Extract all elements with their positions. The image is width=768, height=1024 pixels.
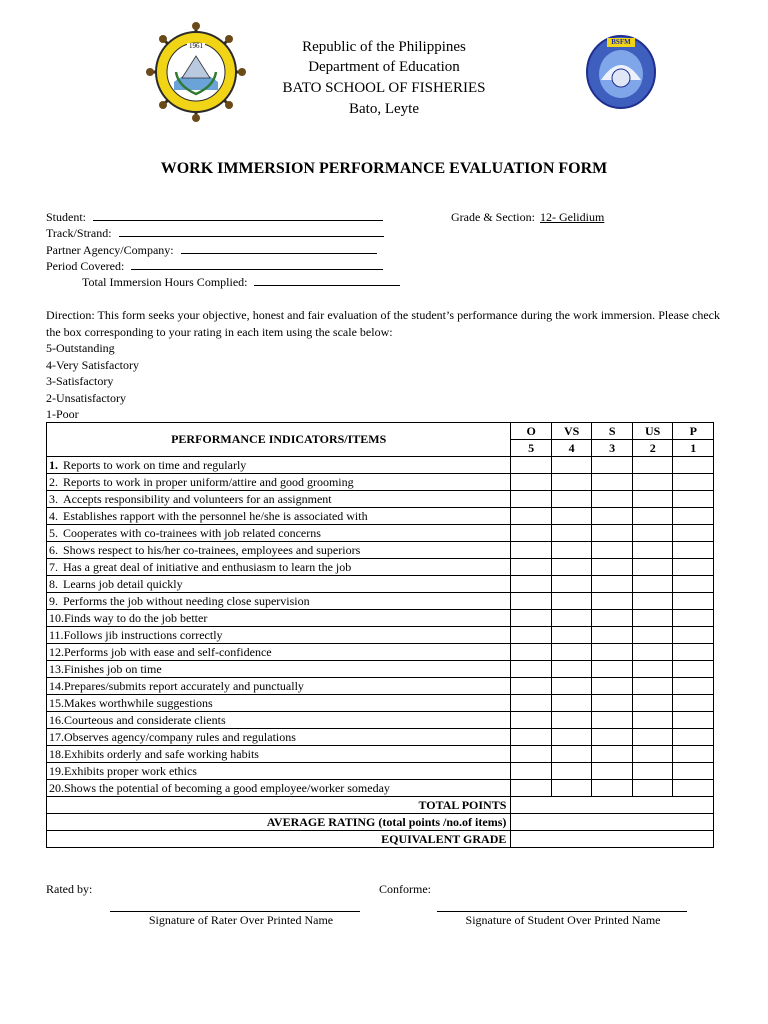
rating-checkbox-cell[interactable]	[592, 780, 632, 797]
rating-checkbox-cell[interactable]	[673, 474, 714, 491]
rating-value: 1	[673, 440, 714, 457]
rating-checkbox-cell[interactable]	[632, 542, 673, 559]
column-header-items: PERFORMANCE INDICATORS/ITEMS	[47, 423, 511, 457]
rating-checkbox-cell[interactable]	[551, 746, 592, 763]
item-text: Reports to work on time and regularly	[63, 457, 247, 472]
rating-checkbox-cell[interactable]	[632, 610, 673, 627]
item-text: Shows respect to his/her co-trainees, employees and superiors	[63, 542, 361, 557]
logo-text: BSFM	[611, 38, 631, 46]
rating-checkbox-cell[interactable]	[551, 780, 592, 797]
table-row	[47, 559, 714, 576]
table-row	[47, 610, 714, 627]
rating-checkbox-cell[interactable]	[511, 763, 551, 780]
item-text: Observes agency/company rules and regulations	[64, 729, 296, 744]
rating-checkbox-cell[interactable]	[632, 678, 673, 695]
total-points-row	[47, 797, 714, 814]
rating-checkbox-cell[interactable]	[632, 457, 673, 474]
table-row	[47, 627, 714, 644]
rating-code: O	[511, 423, 551, 440]
header-location: Bato, Leyte	[349, 101, 419, 117]
table-row	[47, 542, 714, 559]
form-title: WORK IMMERSION PERFORMANCE EVALUATION FORM	[160, 160, 608, 177]
rating-value: 4	[551, 440, 592, 457]
item-number: 8.	[49, 576, 58, 591]
item-number: 7.	[49, 559, 58, 574]
rating-checkbox-cell[interactable]	[592, 593, 632, 610]
item-cell	[47, 508, 511, 525]
rating-checkbox-cell[interactable]	[511, 712, 551, 729]
rating-checkbox-cell[interactable]	[632, 576, 673, 593]
item-cell	[47, 678, 511, 695]
item-text: Reports to work in proper uniform/attire and good grooming	[63, 474, 354, 489]
average-rating-label: AVERAGE RATING (total points /no.of items)	[47, 814, 511, 831]
evaluation-table	[46, 422, 714, 848]
rating-checkbox-cell[interactable]	[632, 695, 673, 712]
rating-checkbox-cell[interactable]	[592, 627, 632, 644]
table-row	[47, 474, 714, 491]
table-row	[47, 457, 714, 474]
rating-checkbox-cell[interactable]	[673, 525, 714, 542]
table-row	[47, 661, 714, 678]
rating-checkbox-cell[interactable]	[632, 644, 673, 661]
item-text: Has a great deal of initiative and enthusiasm to learn the job	[63, 559, 352, 574]
item-text: Courteous and considerate clients	[64, 712, 226, 727]
student-signature-line[interactable]	[437, 911, 687, 912]
rating-checkbox-cell[interactable]	[632, 474, 673, 491]
table-row	[47, 576, 714, 593]
scale-item: 4-Very Satisfactory	[46, 357, 139, 372]
rating-checkbox-cell[interactable]	[511, 678, 551, 695]
rating-checkbox-cell[interactable]	[673, 491, 714, 508]
table-row	[47, 763, 714, 780]
rating-checkbox-cell[interactable]	[511, 610, 551, 627]
field-hours-line[interactable]	[254, 274, 400, 286]
rating-value: 2	[632, 440, 673, 457]
item-cell	[47, 474, 511, 491]
rating-checkbox-cell[interactable]	[632, 491, 673, 508]
item-cell	[47, 661, 511, 678]
header-republic: Republic of the Philippines	[302, 39, 466, 55]
rater-signature-line[interactable]	[110, 911, 360, 912]
rating-checkbox-cell[interactable]	[511, 695, 551, 712]
field-track-label: Track/Strand:	[46, 226, 112, 240]
field-partner-label: Partner Agency/Company:	[46, 243, 174, 257]
rating-checkbox-cell[interactable]	[511, 559, 551, 576]
field-student-line[interactable]	[93, 209, 383, 221]
field-partner[interactable]	[46, 242, 377, 258]
rating-checkbox-cell[interactable]	[551, 763, 592, 780]
item-text: Shows the potential of becoming a good employee/worker someday	[64, 780, 390, 795]
item-text: Prepares/submits report accurately and punctually	[64, 678, 304, 693]
item-text: Learns job detail quickly	[63, 576, 183, 591]
item-text: Establishes rapport with the personnel he/she is associated with	[63, 508, 368, 523]
rating-checkbox-cell[interactable]	[511, 576, 551, 593]
rating-checkbox-cell[interactable]	[632, 627, 673, 644]
field-period-line[interactable]	[131, 258, 383, 270]
table-row	[47, 780, 714, 797]
rating-checkbox-cell[interactable]	[551, 559, 592, 576]
item-number: 13.	[49, 661, 64, 676]
rating-checkbox-cell[interactable]	[673, 763, 714, 780]
scale-list	[46, 340, 139, 423]
item-text: Follows jib instructions correctly	[63, 627, 223, 642]
rating-checkbox-cell[interactable]	[592, 610, 632, 627]
rating-checkbox-cell[interactable]	[551, 729, 592, 746]
rating-checkbox-cell[interactable]	[673, 695, 714, 712]
rating-code: VS	[551, 423, 592, 440]
student-signature-caption: Signature of Student Over Printed Name	[465, 913, 661, 927]
item-text: Finishes job on time	[64, 661, 162, 676]
equivalent-grade-row	[47, 831, 714, 848]
item-cell	[47, 627, 511, 644]
item-number: 10.	[49, 610, 64, 625]
rating-checkbox-cell[interactable]	[511, 729, 551, 746]
item-number: 4.	[49, 508, 58, 523]
rating-checkbox-cell[interactable]	[673, 610, 714, 627]
item-cell	[47, 712, 511, 729]
item-number: 3.	[49, 491, 58, 506]
rating-code: US	[632, 423, 673, 440]
rating-checkbox-cell[interactable]	[511, 542, 551, 559]
rating-checkbox-cell[interactable]	[632, 661, 673, 678]
field-partner-line[interactable]	[181, 242, 377, 254]
rating-code: S	[592, 423, 632, 440]
item-cell	[47, 559, 511, 576]
item-cell	[47, 780, 511, 797]
table-row	[47, 695, 714, 712]
item-cell	[47, 746, 511, 763]
rating-code: P	[673, 423, 714, 440]
rating-checkbox-cell[interactable]	[673, 559, 714, 576]
rating-checkbox-cell[interactable]	[592, 525, 632, 542]
rating-checkbox-cell[interactable]	[673, 746, 714, 763]
rating-checkbox-cell[interactable]	[551, 457, 592, 474]
rating-checkbox-cell[interactable]	[592, 474, 632, 491]
rating-checkbox-cell[interactable]	[632, 508, 673, 525]
rating-checkbox-cell[interactable]	[592, 491, 632, 508]
rating-checkbox-cell[interactable]	[511, 746, 551, 763]
field-student[interactable]	[46, 209, 383, 225]
item-cell	[47, 525, 511, 542]
rating-value: 3	[592, 440, 632, 457]
rating-checkbox-cell[interactable]	[632, 763, 673, 780]
rating-checkbox-cell[interactable]	[592, 678, 632, 695]
rating-checkbox-cell[interactable]	[673, 457, 714, 474]
rating-checkbox-cell[interactable]	[592, 729, 632, 746]
rating-checkbox-cell[interactable]	[511, 661, 551, 678]
table-row	[47, 644, 714, 661]
item-cell	[47, 542, 511, 559]
item-cell	[47, 729, 511, 746]
rater-signature-caption: Signature of Rater Over Printed Name	[148, 913, 334, 927]
rating-checkbox-cell[interactable]	[551, 491, 592, 508]
equivalent-grade-cell[interactable]	[511, 831, 714, 848]
rating-checkbox-cell[interactable]	[592, 508, 632, 525]
rating-checkbox-cell[interactable]	[632, 593, 673, 610]
rating-checkbox-cell[interactable]	[592, 695, 632, 712]
item-text: Cooperates with co-trainees with job related concerns	[63, 525, 321, 540]
rating-checkbox-cell[interactable]	[592, 661, 632, 678]
total-points-label: TOTAL POINTS	[47, 797, 511, 814]
item-cell	[47, 644, 511, 661]
rating-checkbox-cell[interactable]	[673, 508, 714, 525]
rating-checkbox-cell[interactable]	[673, 644, 714, 661]
rating-checkbox-cell[interactable]	[511, 491, 551, 508]
rating-checkbox-cell[interactable]	[592, 763, 632, 780]
rating-checkbox-cell[interactable]	[592, 542, 632, 559]
item-cell	[47, 610, 511, 627]
item-number: 16.	[49, 712, 64, 727]
rating-checkbox-cell[interactable]	[673, 593, 714, 610]
rating-checkbox-cell[interactable]	[632, 559, 673, 576]
scale-item: 1-Poor	[46, 407, 79, 421]
rating-checkbox-cell[interactable]	[673, 627, 714, 644]
table-row	[47, 678, 714, 695]
rating-checkbox-cell[interactable]	[511, 457, 551, 474]
rating-checkbox-cell[interactable]	[551, 678, 592, 695]
header-department: Department of Education	[308, 59, 460, 75]
table-header-row	[47, 423, 714, 440]
rating-checkbox-cell[interactable]	[592, 712, 632, 729]
field-period-label: Period Covered:	[46, 259, 125, 273]
rating-checkbox-cell[interactable]	[592, 576, 632, 593]
rating-checkbox-cell[interactable]	[511, 525, 551, 542]
rating-checkbox-cell[interactable]	[632, 729, 673, 746]
item-number: 5.	[49, 525, 58, 540]
item-number: 20.	[49, 780, 64, 795]
rated-by-label: Rated by:	[46, 882, 93, 896]
rating-checkbox-cell[interactable]	[551, 712, 592, 729]
rating-checkbox-cell[interactable]	[592, 559, 632, 576]
item-text: Exhibits orderly and safe working habits	[64, 746, 259, 761]
rating-checkbox-cell[interactable]	[551, 576, 592, 593]
rating-checkbox-cell[interactable]	[511, 593, 551, 610]
rating-checkbox-cell[interactable]	[511, 474, 551, 491]
table-row	[47, 729, 714, 746]
rating-checkbox-cell[interactable]	[551, 542, 592, 559]
seal-year: 1961	[189, 42, 203, 50]
rating-checkbox-cell[interactable]	[511, 780, 551, 797]
rating-checkbox-cell[interactable]	[551, 593, 592, 610]
scale-item: 5-Outstanding	[46, 341, 115, 355]
field-student-label: Student:	[46, 210, 87, 224]
rating-checkbox-cell[interactable]	[551, 610, 592, 627]
equivalent-grade-label: EQUIVALENT GRADE	[47, 831, 511, 848]
field-period[interactable]	[46, 258, 383, 274]
item-cell	[47, 491, 511, 508]
table-row	[47, 491, 714, 508]
rating-checkbox-cell[interactable]	[551, 525, 592, 542]
table-row	[47, 746, 714, 763]
field-track[interactable]	[46, 225, 384, 241]
rating-checkbox-cell[interactable]	[592, 746, 632, 763]
item-number: 18.	[49, 746, 64, 761]
rating-checkbox-cell[interactable]	[673, 542, 714, 559]
table-row	[47, 525, 714, 542]
rating-checkbox-cell[interactable]	[632, 746, 673, 763]
rating-checkbox-cell[interactable]	[592, 644, 632, 661]
table-row	[47, 593, 714, 610]
item-text: Makes worthwhile suggestions	[64, 695, 213, 710]
item-cell	[47, 763, 511, 780]
item-cell	[47, 695, 511, 712]
rating-checkbox-cell[interactable]	[673, 678, 714, 695]
item-text: Performs job with ease and self-confidence	[64, 644, 272, 659]
table-row	[47, 712, 714, 729]
item-number: 2.	[49, 474, 58, 489]
header-school: BATO SCHOOL OF FISHERIES	[282, 80, 486, 96]
rating-checkbox-cell[interactable]	[632, 525, 673, 542]
grade-section-value: 12- Gelidium	[539, 210, 605, 224]
conforme-label: Conforme:	[379, 882, 431, 896]
rating-checkbox-cell[interactable]	[551, 695, 592, 712]
direction-text: Direction: This form seeks your objective, honest and fair evaluation of the student’s performance during the work immersion. Please check the box corresponding to your rating in each item using the scale below:	[46, 308, 720, 339]
table-row	[47, 508, 714, 525]
rating-checkbox-cell[interactable]	[673, 780, 714, 797]
item-number: 6.	[49, 542, 58, 557]
item-number: 11.	[49, 627, 64, 642]
rating-checkbox-cell[interactable]	[551, 474, 592, 491]
item-number: 15.	[49, 695, 64, 710]
rating-checkbox-cell[interactable]	[673, 712, 714, 729]
item-number: 9.	[49, 593, 58, 608]
rating-value: 5	[511, 440, 551, 457]
rating-checkbox-cell[interactable]	[673, 661, 714, 678]
rating-checkbox-cell[interactable]	[511, 627, 551, 644]
rating-checkbox-cell[interactable]	[632, 780, 673, 797]
item-number: 19.	[49, 763, 64, 778]
rating-checkbox-cell[interactable]	[551, 627, 592, 644]
item-text: Finds way to do the job better	[64, 610, 208, 625]
scale-item: 2-Unsatisfactory	[46, 390, 126, 405]
rating-checkbox-cell[interactable]	[632, 712, 673, 729]
grade-section-label: Grade & Section:	[451, 210, 535, 224]
scale-item: 3-Satisfactory	[46, 374, 114, 388]
field-hours[interactable]	[82, 274, 400, 290]
item-text: Performs the job without needing close supervision	[63, 593, 310, 608]
field-hours-label: Total Immersion Hours Complied:	[82, 275, 248, 289]
rating-checkbox-cell[interactable]	[551, 644, 592, 661]
field-grade-section	[451, 209, 604, 225]
item-text: Exhibits proper work ethics	[64, 763, 197, 778]
item-number: 12.	[49, 644, 64, 659]
average-rating-row	[47, 814, 714, 831]
rating-checkbox-cell[interactable]	[673, 576, 714, 593]
average-rating-cell[interactable]	[511, 814, 714, 831]
field-track-line[interactable]	[119, 225, 384, 237]
rating-checkbox-cell[interactable]	[511, 644, 551, 661]
item-cell	[47, 593, 511, 610]
item-number: 17.	[49, 729, 64, 744]
item-cell	[47, 576, 511, 593]
rating-checkbox-cell[interactable]	[673, 729, 714, 746]
total-points-cell[interactable]	[511, 797, 714, 814]
item-number: 14.	[49, 678, 64, 693]
rating-checkbox-cell[interactable]	[551, 508, 592, 525]
item-number: 1.	[49, 457, 58, 472]
rating-checkbox-cell[interactable]	[592, 457, 632, 474]
item-cell	[47, 457, 511, 474]
item-text: Accepts responsibility and volunteers for an assignment	[63, 491, 332, 506]
rating-checkbox-cell[interactable]	[511, 508, 551, 525]
rating-checkbox-cell[interactable]	[551, 661, 592, 678]
